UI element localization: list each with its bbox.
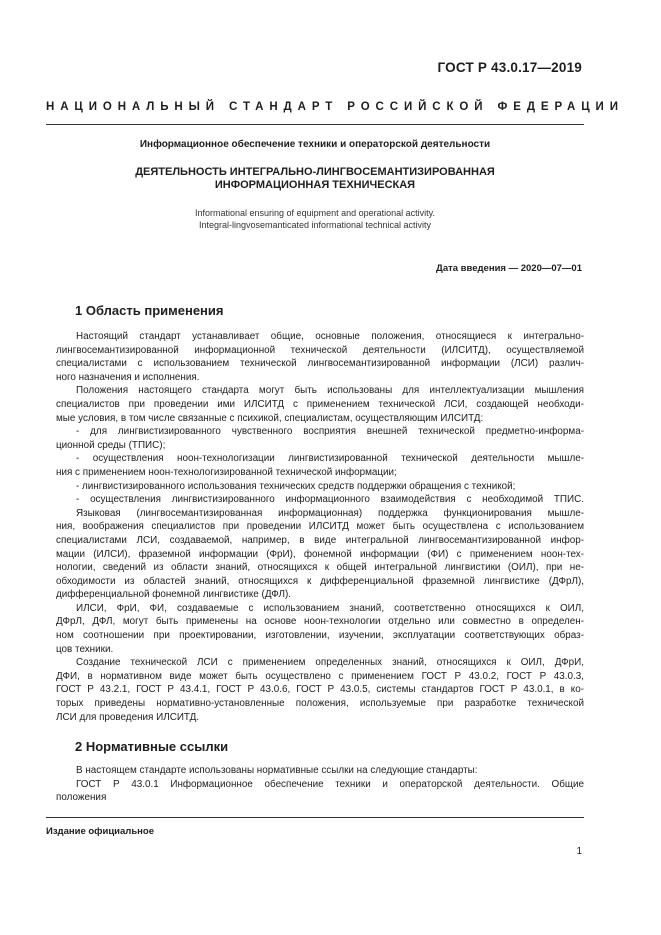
text-line: ДФрЛ, ДФЛ, могут быть применены на основе ноон-технологии отдельно или совместно в определен- [56,616,584,628]
text-line: торых приведены нормативно-установленные положения, используемые при разработке технической [56,698,584,710]
text-line: ГОСТ Р 43.2.1, ГОСТ Р 43.4.1, ГОСТ Р 43.0.6, ГОСТ Р 43.0.5, системы стандартов ГОСТ Р 43.0.1, в ко- [56,684,584,696]
list-item-line: - лингвистизированного использования технических средств поддержки обращения с техникой; [76,480,516,492]
section-1-body [56,330,584,724]
edition-label: Издание официальное [46,826,154,837]
series-title: Информационное обеспечение техники и операторской деятельности [139,139,491,150]
text-line: ДФИ, в нормативном виде может быть осуществлено с применением ГОСТ Р 43.0.2, ГОСТ Р 43.0.3, [56,670,584,682]
title-line: ДЕЯТЕЛЬНОСТЬ ИНТЕГРАЛЬНО-ЛИНГВОСЕМАНТИЗИРОВАННАЯ [135,166,495,178]
text-line: ЛСИ для проведения ИЛСИТД. [56,711,200,723]
list-item-line: - осуществления ноон-технологизации лингвистизированной технической деятельности мышле- [76,453,584,465]
text-line: специалистами с использованием технической лингвосемантизированной информации (ЛСИ) различ- [56,358,584,370]
header-divider [46,124,584,125]
text-line: ГОСТ Р 43.0.1 Информационное обеспечение техники и операторской деятельности. Общие [76,778,584,790]
title-line: ИНФОРМАЦИОННАЯ ТЕХНИЧЕСКАЯ [214,179,416,191]
text-line: ИЛСИ, ФрИ, ФИ, создаваемые с использованием знаний, соответственно относящихся к ОИЛ, [76,602,584,614]
text-line: мые условия, в том числе связанные с психикой, специалистам, осуществляющим ИЛСИТД: [56,412,484,424]
text-line: ном соотношении при проектировании, изготовлении, изучении, эксплуатации соответствующих образ- [56,630,584,642]
section-2-heading: 2 Нормативные ссылки [75,739,229,754]
english-title-line: Integral-lingvosemanticated informational technical activity [198,220,432,230]
text-line: специалистами ЛСИ, создаваемой, например, в виде интегральной лингвосемантизированной инфор- [56,534,584,546]
text-line: ционной среды (ТПИС); [56,439,166,451]
text-line: Языковая (лингвосемантизированная информационная) поддержка функционирования мышле- [76,507,584,519]
text-line: положения [56,792,107,804]
english-title [46,207,584,231]
page-number: 1 [576,846,582,857]
section-1-heading: 1 Область применения [75,303,224,318]
introduction-date: Дата введения — 2020—07—01 [436,263,582,274]
text-line: нологии, сведений из области знаний, относящихся к общей интегральной лингвистики (ОИЛ), при не- [56,562,584,574]
text-line: ния, воображения специалистов при проведении ИЛСИТД может быть осуществлена с использованием [56,521,584,533]
footer-divider [46,817,584,818]
document-title [46,166,584,192]
list-item-line: - для лингвистизированного чувственного восприятия внешней технической предметно-информа- [76,426,584,438]
text-line: Настоящий стандарт устанавливает общие, основные положения, относящиеся к интегрально- [76,331,584,342]
national-standard-banner: НАЦИОНАЛЬНЫЙ СТАНДАРТ РОССИЙСКОЙ ФЕДЕРАЦИИ [46,101,624,113]
text-line: Создание технической ЛСИ с применением определенных знаний, относящихся к ОИЛ, ДФрИ, [76,657,584,669]
text-line: дифференциальной фонемной лингвистике (ДФЛ). [56,589,291,601]
text-line: В настоящем стандарте использованы нормативные ссылки на следующие стандарты: [76,765,478,776]
text-line: мации (ИЛСИ), фраземной информации (ФрИ), фонемной информации (ФИ) с применением ноон-тех- [56,548,584,560]
section-2-body [56,764,584,805]
text-line: Положения настоящего стандарта могут быть использованы для интеллектуализации мышления [76,385,584,397]
text-line: ного назначения и исполнения. [56,371,200,383]
list-item-line: - осуществления лингвистизированного информационного взаимодействия с необходимой ТПИС. [76,494,584,506]
english-title-line: Informational ensuring of equipment and operational activity. [195,208,435,218]
text-line: цов техники. [56,643,114,655]
document-id: ГОСТ Р 43.0.17—2019 [437,60,582,75]
text-line: обходимости из областей знаний, относящихся к дифференциальной фраземной лингвистике (ДФрЛ), [56,575,584,587]
text-line: лингвосемантизированной информационной технической деятельности (ИЛСИТД), осуществляемой [56,344,584,356]
text-line: специалистов при проведении ими ИЛСИТД с применением технической ЛСИ, создающей необходи- [56,398,584,410]
text-line: ния с применением ноон-технологизированной технической информации; [56,466,397,478]
